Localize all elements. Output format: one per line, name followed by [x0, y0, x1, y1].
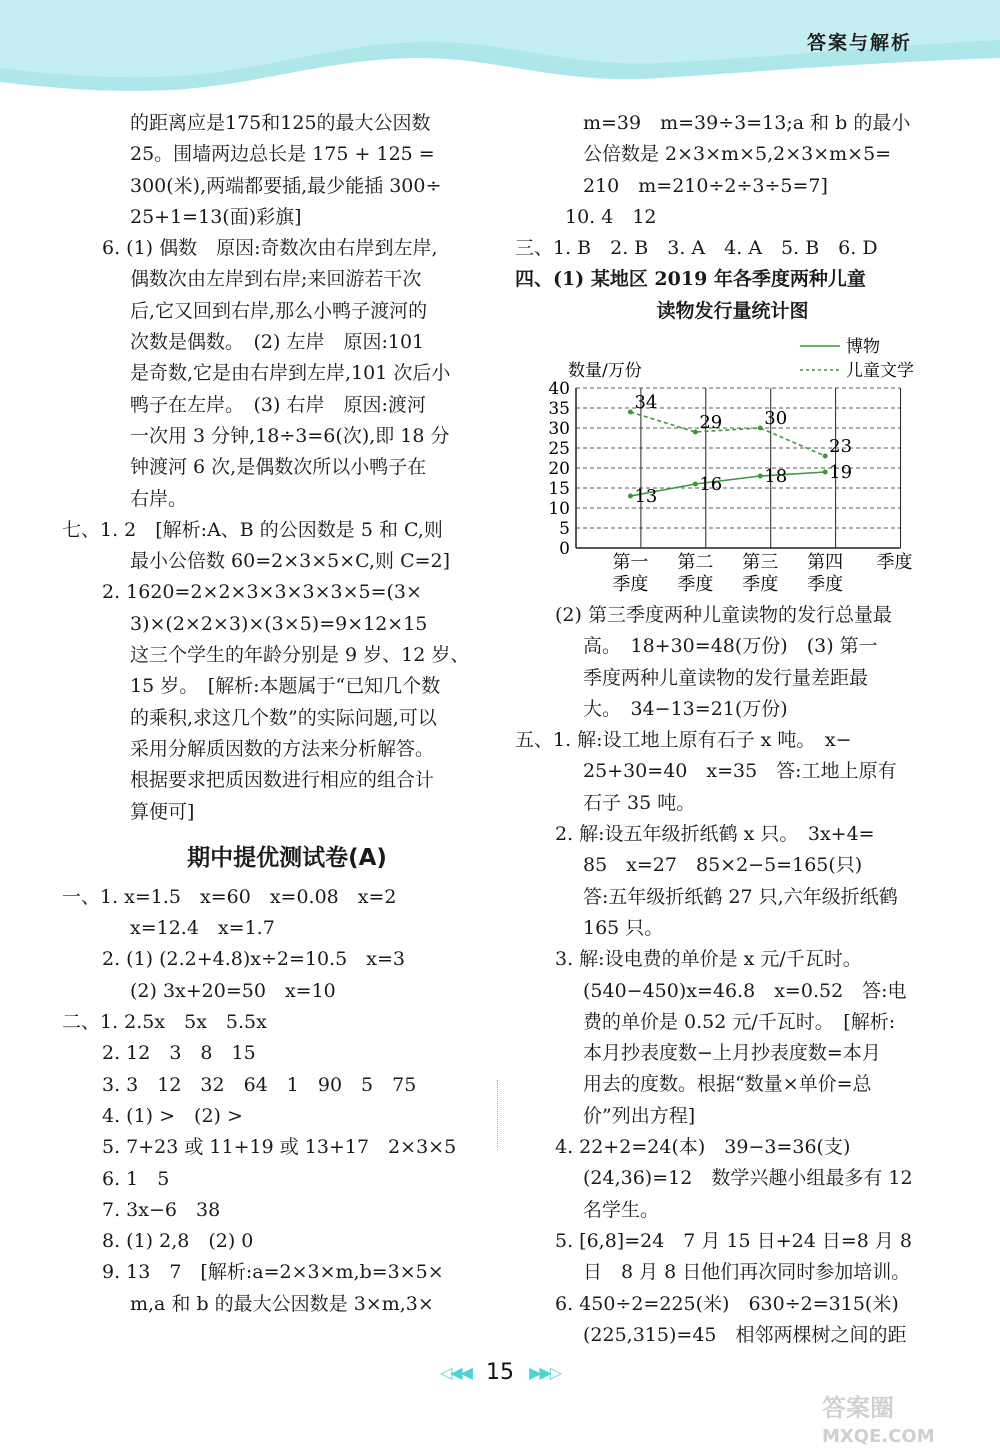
- series-line-博物: [630, 472, 825, 496]
- text-line: 最小公倍数 60=2×3×5×C,则 C=2]: [130, 550, 451, 573]
- text-line: 5. [6,8]=24 7 月 15 日+24 日=8 月 8: [555, 1229, 913, 1252]
- watermark-text-1: 答案圈: [822, 1394, 894, 1422]
- text-line: 价”列出方程]: [583, 1104, 696, 1127]
- text-line: 是奇数,它是由右岸到左岸,101 次后小: [130, 362, 451, 385]
- text-line: 300(米),两端都要插,最少能插 300÷: [130, 174, 442, 197]
- text-line: 算便可]: [130, 800, 195, 823]
- text-line: 3. 3 12 32 64 1 90 5 75: [102, 1073, 417, 1096]
- page-header: [0, 0, 1000, 100]
- text-line: 165 只。: [583, 916, 664, 939]
- chart-svg: [540, 330, 930, 600]
- text-line: 7. 3x−6 38: [102, 1198, 221, 1221]
- x-tick-label: 季度: [612, 574, 649, 595]
- y-tick-label: 10: [548, 499, 570, 519]
- data-label: 16: [699, 474, 723, 495]
- text-line: 2. 1620=2×2×3×3×3×3×5=(3×: [102, 581, 422, 604]
- watermark-text-2: MXQE.COM: [822, 1426, 935, 1447]
- y-tick-label: 40: [548, 379, 570, 399]
- text-line: (540−450)x=46.8 x=0.52 答:电: [583, 979, 907, 1002]
- x-tick-label: 第四: [807, 552, 844, 573]
- text-line: 根据要求把质因数进行相应的组合计: [130, 769, 435, 792]
- data-point: [823, 470, 828, 475]
- text-line: 名学生。: [583, 1198, 660, 1221]
- text-line: 季度两种儿童读物的发行量差距最: [583, 666, 869, 689]
- x-tick-label: 第三: [742, 552, 779, 573]
- data-label: 29: [699, 412, 723, 433]
- data-point: [758, 426, 763, 431]
- text-line: 6. (1) 偶数 原因:奇数次由右岸到左岸,: [102, 237, 438, 260]
- page-footer: [0, 1360, 1000, 1390]
- text-line: 三、1. B 2. B 3. A 4. A 5. B 6. D: [515, 237, 878, 260]
- text-line: 日 8 月 8 日他们再次同时参加培训。: [583, 1261, 911, 1284]
- text-line: 费的单价是 0.52 元/千瓦时。 [解析:: [583, 1010, 896, 1033]
- data-point: [693, 430, 698, 435]
- series-line-儿童文学: [630, 412, 825, 456]
- text-line: 公倍数是 2×3×m×5,2×3×m×5=: [583, 143, 892, 166]
- text-line: 采用分解质因数的方法来分析解答。: [130, 737, 435, 760]
- x-tick-label: 季度: [677, 574, 714, 595]
- y-tick-label: 35: [548, 399, 570, 419]
- data-point: [823, 454, 828, 459]
- page-number: 15: [486, 1360, 514, 1385]
- midterm-answers-block: [62, 882, 482, 1320]
- text-line: m,a 和 b 的最大公因数是 3×m,3×: [130, 1292, 434, 1315]
- right-answers-block-lower: [515, 600, 930, 1351]
- left-column: [62, 108, 482, 1320]
- right-answers-block: [515, 108, 930, 296]
- next-arrows-icon: ▶▶▷: [529, 1363, 561, 1382]
- x-axis-label: 季度: [876, 552, 913, 573]
- y-tick-label: 30: [548, 419, 570, 439]
- text-line: x=12.4 x=1.7: [130, 917, 275, 940]
- chart-title-line2: 读物发行量统计图: [656, 299, 809, 322]
- watermark-logo: [802, 1390, 982, 1450]
- text-line: 2. 解:设五年级折纸鹤 x 只。 3x+4=: [555, 823, 875, 846]
- y-tick-label: 5: [559, 519, 570, 539]
- text-line: 4. 22+2=24(本) 39−3=36(支): [555, 1136, 851, 1159]
- watermark-svg: [802, 1390, 982, 1450]
- text-line: 一、1. x=1.5 x=60 x=0.08 x=2: [62, 885, 397, 908]
- text-line: 一次用 3 分钟,18÷3=6(次),即 18 分: [130, 424, 450, 447]
- data-label: 13: [634, 486, 658, 507]
- text-line: 次数是偶数。 (2) 左岸 原因:101: [130, 331, 425, 354]
- text-line: 后,它又回到右岸,那么小鸭子渡河的: [130, 299, 428, 322]
- x-tick-label: 季度: [807, 574, 844, 595]
- text-line: 本月抄表度数−上月抄表度数=本月: [583, 1042, 881, 1065]
- text-line: (225,315)=45 相邻两棵树之间的距: [583, 1323, 907, 1346]
- y-tick-label: 25: [548, 439, 570, 459]
- text-line: 的距离应是175和125的最大公因数: [130, 112, 431, 134]
- text-line: 6. 450÷2=225(米) 630÷2=315(米): [555, 1292, 899, 1315]
- text-line: 85 x=27 85×2−5=165(只): [583, 854, 863, 877]
- text-line: 3)×(2×2×3)×(3×5)=9×12×15: [130, 612, 428, 635]
- text-line: 五、1. 解:设工地上原有石子 x 吨。 x−: [515, 729, 852, 752]
- section-title: 期中提优测试卷(A): [187, 844, 387, 871]
- text-line: 这三个学生的年龄分别是 9 岁、12 岁、: [130, 644, 470, 667]
- y-tick-label: 0: [559, 539, 570, 559]
- prev-arrows-icon: ◁◀◀: [439, 1363, 471, 1382]
- text-line: 大。 34−13=21(万份): [583, 697, 788, 720]
- text-line: 4. (1) > (2) >: [102, 1104, 243, 1127]
- x-tick-label: 季度: [742, 574, 779, 595]
- text-line: 七、1. 2 [解析:A、B 的公因数是 5 和 C,则: [62, 518, 443, 541]
- text-line: 25+1=13(面)彩旗]: [130, 205, 302, 228]
- data-point: [628, 494, 633, 499]
- text-line: 15 岁。 [解析:本题属于“已知几个数: [130, 675, 441, 698]
- data-point: [693, 482, 698, 487]
- text-line: 8. (1) 2,8 (2) 0: [102, 1230, 254, 1253]
- x-tick-label: 第一: [612, 552, 649, 573]
- text-line: 25+30=40 x=35 答:工地上原有: [583, 760, 897, 783]
- x-tick-label: 第二: [677, 552, 714, 573]
- text-line: 3. 解:设电费的单价是 x 元/千瓦时。: [555, 948, 862, 971]
- text-line: 的乘积,求这几个数”的实际问题,可以: [130, 706, 437, 729]
- text-line: 右岸。: [130, 487, 188, 510]
- text-line: 5. 7+23 或 11+19 或 13+17 2×3×5: [102, 1136, 457, 1159]
- header-title: 答案与解析: [806, 32, 912, 54]
- text-line: 高。 18+30=48(万份) (3) 第一: [583, 635, 878, 658]
- legend-label: 博物: [846, 337, 880, 357]
- y-tick-label: 15: [548, 479, 570, 499]
- right-column-lower: [515, 600, 930, 1351]
- y-tick-label: 20: [548, 459, 570, 479]
- text-line: 二、1. 2.5x 5x 5.5x: [62, 1011, 267, 1034]
- legend-label: 儿童文学: [846, 361, 914, 381]
- text-line: 四、(1) 某地区 2019 年各季度两种儿童: [515, 268, 866, 291]
- text-line: 25。围墙两边总长是 175 + 125 =: [130, 143, 435, 166]
- text-line: 石子 35 吨。: [583, 791, 696, 814]
- data-label: 30: [764, 408, 788, 429]
- text-line: 偶数次由左岸到右岸;来回游若干次: [130, 268, 422, 291]
- column-divider: [497, 1080, 498, 1150]
- text-line: (24,36)=12 数学兴趣小组最多有 12: [583, 1167, 913, 1190]
- text-line: 答:五年级折纸鹤 27 只,六年级折纸鹤: [583, 885, 898, 908]
- text-line: 2. (1) (2.2+4.8)x÷2=10.5 x=3: [102, 948, 405, 971]
- text-line: 210 m=210÷2÷3÷5=7]: [583, 174, 828, 197]
- data-label: 23: [829, 436, 853, 457]
- left-answers-block: [62, 108, 482, 828]
- text-line: m=39 m=39÷3=13;a 和 b 的最小: [583, 112, 911, 134]
- data-point: [628, 410, 633, 415]
- text-line: 10. 4 12: [565, 205, 657, 228]
- text-line: 6. 1 5: [102, 1167, 170, 1190]
- data-label: 18: [764, 466, 788, 487]
- text-line: 2. 12 3 8 15: [102, 1042, 256, 1065]
- text-line: 钟渡河 6 次,是偶数次所以小鸭子在: [130, 456, 427, 479]
- text-line: 9. 13 7 [解析:a=2×3×m,b=3×5×: [102, 1261, 444, 1284]
- data-label: 19: [829, 462, 853, 483]
- text-line: 鸭子在左岸。 (3) 右岸 原因:渡河: [130, 393, 426, 416]
- right-column: [515, 108, 930, 327]
- y-axis-label: 数量/万份: [568, 361, 642, 381]
- text-line: 用去的度数。根据“数量×单价=总: [583, 1073, 872, 1096]
- data-point: [758, 474, 763, 479]
- text-line: (2) 第三季度两种儿童读物的发行总量最: [555, 604, 892, 626]
- data-label: 34: [634, 392, 658, 413]
- text-line: (2) 3x+20=50 x=10: [130, 979, 336, 1002]
- line-chart: [540, 330, 930, 600]
